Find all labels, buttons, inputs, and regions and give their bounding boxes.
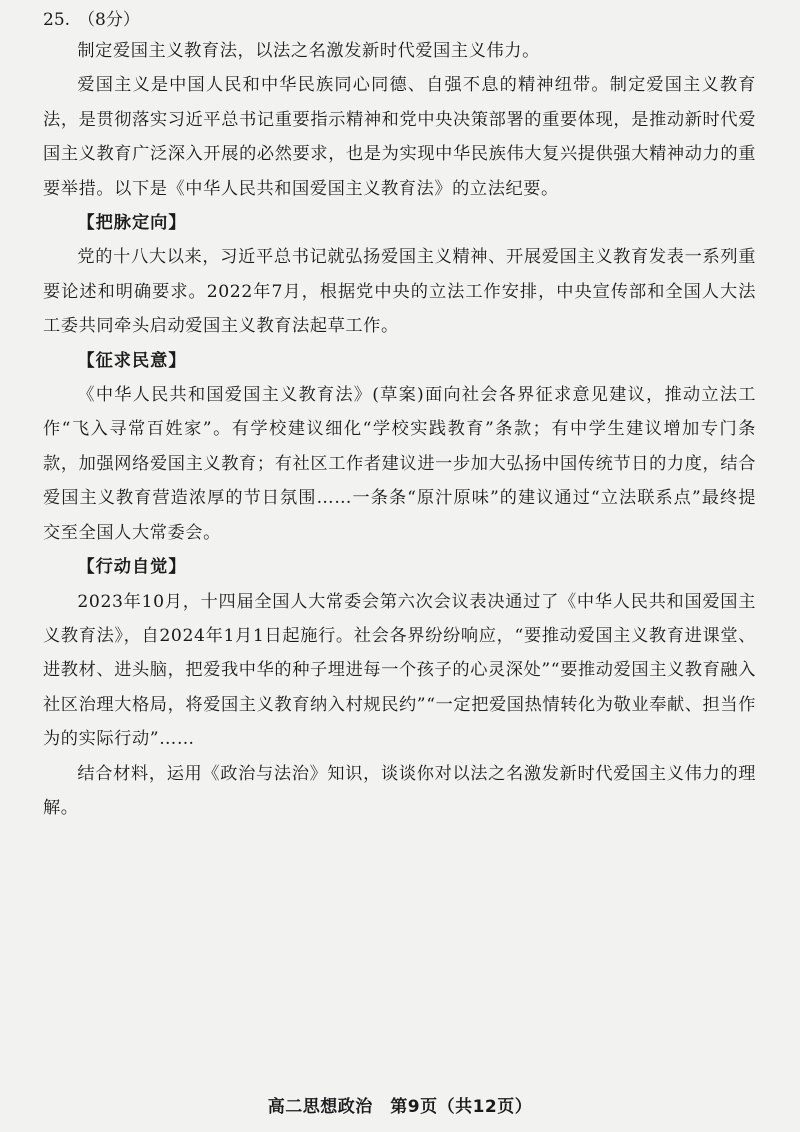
- section-heading: 【行动自觉】: [77, 557, 187, 578]
- question-points: （8分）: [78, 10, 140, 30]
- section-heading: 【把脉定向】: [77, 213, 187, 234]
- prompt-paragraph: 制定爱国主义教育法，以法之名激发新时代爱国主义伟力。: [77, 41, 540, 61]
- question-number: 25.: [43, 10, 71, 30]
- section-heading: 【征求民意】: [77, 350, 187, 371]
- material-paragraph: 《中华人民共和国爱国主义教育法》(草案)面向社会各界征求意见建议，推动立法工作“飞入寻常百姓家”。有学校建议细化“学校实践教育”条款；有中学生建议增加专门条款，加强网络爱国主义教育；有社区工作者建议进一步加大弘扬中国传统节日的力度，结合爱国主义教育营造浓厚的节日氛围……一条条“原汁原味”的建议通过“立法联系点”最终提交至全国人大常委会。: [43, 385, 756, 543]
- material-intro-paragraph: 爱国主义是中国人民和中华民族同心同德、自强不息的精神纽带。制定爱国主义教育法，是贯彻落实习近平总书记重要指示精神和党中央决策部署的重要体现，是推动新时代爱国主义教育广泛深入开展的必然要求，也是为实现中华民族伟大复兴提供强大精神动力的重要举措。以下是《中华人民共和国爱国主义教育法》的立法纪要。: [43, 75, 756, 199]
- material-paragraph: 党的十八大以来，习近平总书记就弘扬爱国主义精神、开展爱国主义教育发表一系列重要论述和明确要求。2022年7月，根据党中央的立法工作安排，中央宣传部和全国人大法工委共同牵头启动爱国主义教育法起草工作。: [43, 247, 756, 337]
- question-header: [43, 10, 140, 30]
- question-body: [43, 34, 756, 825]
- question-prompt: 结合材料，运用《政治与法治》知识，谈谈你对以法之名激发新时代爱国主义伟力的理解。: [43, 763, 756, 818]
- page-footer: 高二思想政治 第9页（共12页）: [267, 1097, 533, 1117]
- material-paragraph: 2023年10月，十四届全国人大常委会第六次会议表决通过了《中华人民共和国爱国主义教育法》，自2024年1月1日起施行。社会各界纷纷响应，“要推动爱国主义教育进课堂、进教材、进头脑，把爱我中华的种子埋进每一个孩子的心灵深处”“要推动爱国主义教育融入社区治理大格局，将爱国主义教育纳入村规民约”“一定把爱国热情转化为敬业奉献、担当作为的实际行动”……: [43, 591, 756, 750]
